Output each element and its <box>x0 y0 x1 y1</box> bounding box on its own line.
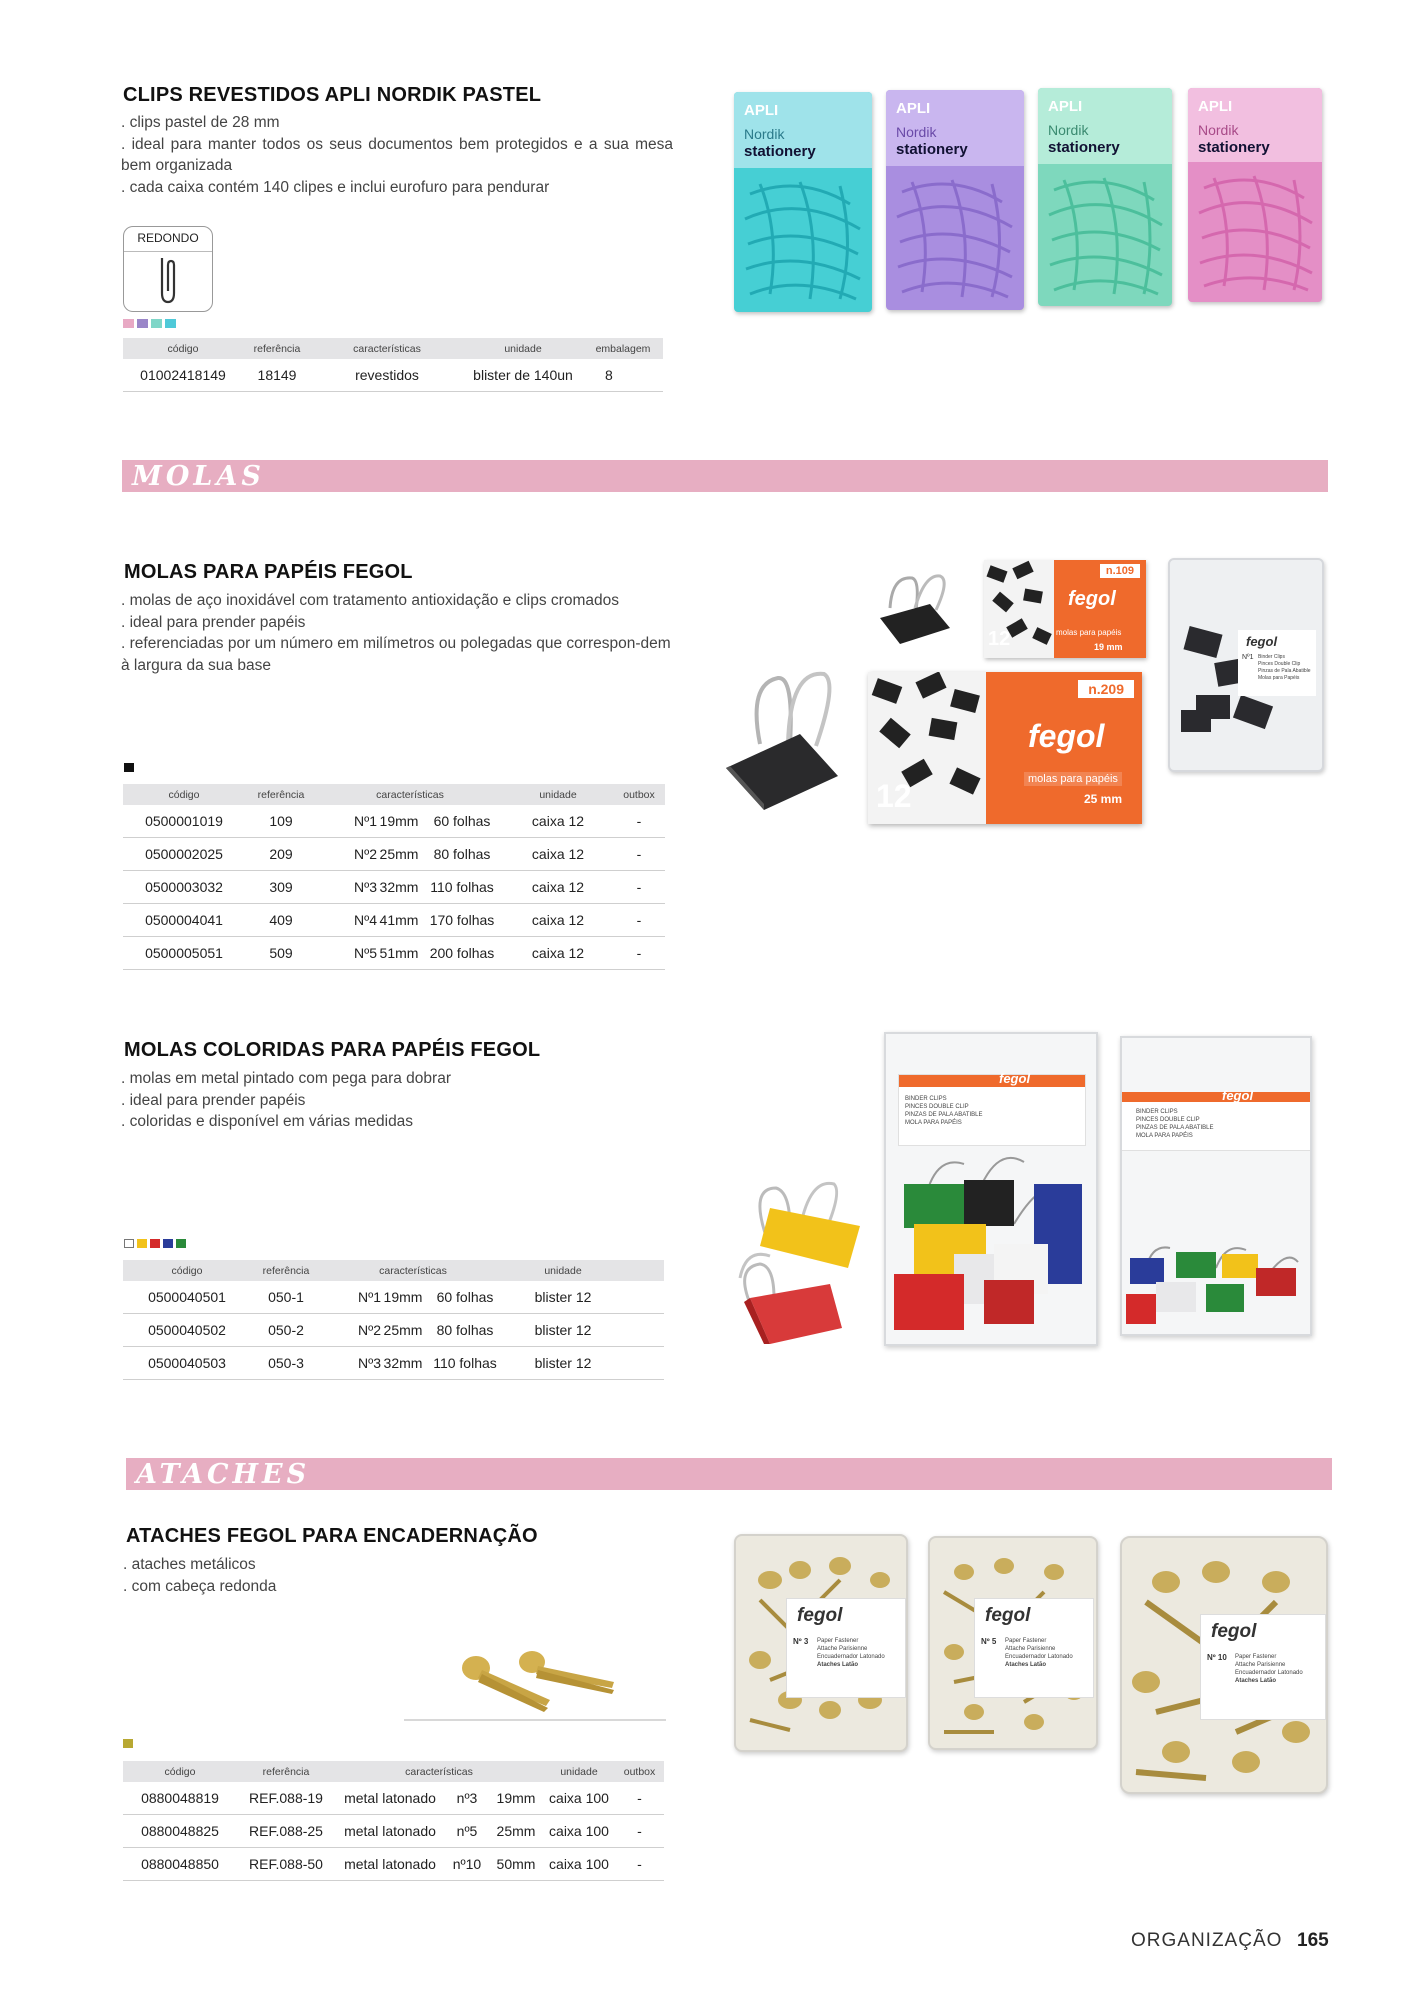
description-line: . com cabeça redonda <box>123 1577 277 1595</box>
cell: - <box>615 1782 664 1815</box>
banner-title: ATACHES <box>136 1459 311 1490</box>
paperclips-pile-icon <box>1044 170 1166 298</box>
header-cell: unidade <box>543 1761 615 1782</box>
swatch-red <box>150 1239 160 1248</box>
swatch-pink <box>123 319 134 328</box>
binder-clip-icon <box>870 568 960 648</box>
description-line: . ataches metálicos <box>123 1556 256 1573</box>
cell: 050-1 <box>251 1281 321 1314</box>
cell: - <box>613 838 665 871</box>
pack-line: stationery <box>896 141 968 158</box>
cell: 0500003032 <box>123 871 245 904</box>
label-line: Ataches Latão <box>817 1662 859 1668</box>
cell: 60 folhas <box>421 805 503 838</box>
apli-pack <box>1038 88 1172 306</box>
label-line: Pinzas de Pala Abatible <box>1258 668 1311 674</box>
cell: caixa 12 <box>503 937 613 970</box>
cell: metal latonado <box>335 1848 445 1881</box>
header-cell: características <box>317 784 503 805</box>
cell: - <box>615 1815 664 1848</box>
paperclips-pile-icon <box>740 174 866 304</box>
cell: - <box>613 805 665 838</box>
label-line: Paper Fastener <box>1235 1654 1277 1660</box>
coloured-binder-clips-icon <box>730 1168 870 1348</box>
description-line: . coloridas e disponível em várias medidas <box>121 1113 414 1130</box>
label-line: Attache Parisienne <box>1005 1646 1056 1652</box>
pack-line: stationery <box>744 143 816 160</box>
pack-count: 12 <box>876 778 912 814</box>
cell: caixa 12 <box>503 871 613 904</box>
description-line: . ideal para prender papéis <box>121 613 306 631</box>
box-label-lines <box>1005 1637 1073 1669</box>
box-label-lines <box>817 1637 885 1669</box>
brand-logo: fegol <box>1246 634 1278 649</box>
apli-pack <box>886 90 1024 310</box>
fegol-fastener-box <box>734 1534 908 1752</box>
table-header <box>123 784 665 805</box>
label-line: Paper Fastener <box>817 1638 859 1644</box>
swatch-brass <box>123 1739 133 1748</box>
swatch-cyan <box>165 319 176 328</box>
paperclip-icon <box>153 255 183 307</box>
cell <box>621 1347 664 1380</box>
cell: caixa 12 <box>503 805 613 838</box>
table-row <box>123 1782 664 1815</box>
header-cell: referência <box>237 1761 335 1782</box>
cell: 50mm <box>489 1848 543 1881</box>
cell: Nº3 <box>317 871 377 904</box>
fegol-clear-box <box>1168 558 1324 772</box>
header-cell: características <box>335 1761 543 1782</box>
product-description <box>121 1068 673 1133</box>
cell: 0500040501 <box>123 1281 251 1314</box>
cell: metal latonado <box>335 1815 445 1848</box>
swatch-purple <box>137 319 148 328</box>
apli-pack <box>734 92 872 312</box>
cell: 110 folhas <box>425 1347 505 1380</box>
cell: Nº2 <box>321 1314 381 1347</box>
banner-title: MOLAS <box>132 461 265 492</box>
pack-line: Nordik <box>744 126 785 142</box>
box-label: molas para papéis <box>1056 628 1122 637</box>
brand-label: APLI <box>896 100 931 117</box>
cell: 200 folhas <box>421 937 503 970</box>
cell: 109 <box>245 805 317 838</box>
product-description <box>121 112 673 198</box>
fegol-fastener-box <box>1120 1536 1328 1794</box>
label-line: Encuadernador Latonado <box>1005 1654 1073 1660</box>
header-cell: unidade <box>503 784 613 805</box>
label-line: Encuadernador Latonado <box>817 1654 885 1660</box>
label-line: BINDER CLIPS <box>905 1096 947 1102</box>
cell: 0880048850 <box>123 1848 237 1881</box>
label-line: Attache Parisienne <box>1235 1662 1286 1668</box>
pack-line: stationery <box>1198 139 1270 156</box>
cell: 209 <box>245 838 317 871</box>
header-cell: unidade <box>463 338 583 359</box>
cell: 19mm <box>377 805 421 838</box>
clip-shape-badge <box>123 226 213 312</box>
table-header <box>123 338 663 359</box>
description-line: . molas de aço inoxidável com tratamento antioxidação e clips cromados <box>121 592 619 609</box>
cell: 309 <box>245 871 317 904</box>
swatch-mint <box>151 319 162 328</box>
cell: 170 folhas <box>421 904 503 937</box>
pack-line: stationery <box>1048 139 1120 156</box>
cell: 0880048825 <box>123 1815 237 1848</box>
paperclips-pile-icon <box>892 172 1018 302</box>
product-description <box>123 1554 675 1597</box>
brand-logo: fegol <box>1028 718 1105 754</box>
description-line: . clips pastel de 28 mm <box>121 114 280 131</box>
section-banner-molas <box>122 460 1328 492</box>
header-cell: código <box>123 338 243 359</box>
pack-line: Nordik <box>896 124 937 140</box>
header-cell: código <box>123 1761 237 1782</box>
swatch-yellow <box>137 1239 147 1248</box>
cell: caixa 100 <box>543 1815 615 1848</box>
cell: blister 12 <box>505 1314 621 1347</box>
cell: caixa 100 <box>543 1782 615 1815</box>
cell: Nº5 <box>317 937 377 970</box>
product-photo-fegol-fasteners <box>730 1528 1334 1798</box>
swatch-green <box>176 1239 186 1248</box>
product-photo-coloured-binder-clips <box>730 1032 1330 1352</box>
cell <box>621 1314 664 1347</box>
table-row <box>123 937 665 970</box>
cell: 51mm <box>377 937 421 970</box>
label-line: Attache Parisienne <box>817 1646 868 1652</box>
badge-divider <box>124 251 212 252</box>
description-line: . ideal para manter todos os seus documentos bem protegidos e a sua mesa bem organizada <box>121 135 673 174</box>
cell: REF.088-50 <box>237 1848 335 1881</box>
apli-pack <box>1188 88 1322 302</box>
cell: 19mm <box>381 1281 425 1314</box>
table-row <box>123 1347 664 1380</box>
product-photo-apli-packs <box>730 88 1330 314</box>
cell: Nº2 <box>317 838 377 871</box>
fegol-fastener-box <box>928 1536 1098 1750</box>
brass-fasteners-icon <box>400 1648 666 1724</box>
cell: 0500040502 <box>123 1314 251 1347</box>
shape-label: REDONDO <box>137 231 199 245</box>
cell: - <box>613 904 665 937</box>
fegol-blister-pack <box>884 1032 1098 1346</box>
header-cell: outbox <box>613 784 665 805</box>
cell: REF.088-25 <box>237 1815 335 1848</box>
cell: 80 folhas <box>421 838 503 871</box>
cell: caixa 12 <box>503 838 613 871</box>
spec-table <box>123 1260 664 1380</box>
spec-table <box>123 1761 664 1881</box>
brand-label: APLI <box>744 102 779 119</box>
cell: blister 12 <box>505 1281 621 1314</box>
cell: Nº3 <box>321 1347 381 1380</box>
brand-logo: fegol <box>1211 1621 1257 1642</box>
table-row <box>123 805 665 838</box>
table-header <box>123 1260 664 1281</box>
cell: 25mm <box>377 838 421 871</box>
cell: 25mm <box>381 1314 425 1347</box>
header-cell: embalagem <box>583 338 663 359</box>
swatch-white <box>124 1239 134 1248</box>
blister-label-lines <box>905 1095 982 1127</box>
description-line: . molas em metal pintado com pega para dobrar <box>121 1070 451 1087</box>
box-number: Nº 3 <box>793 1637 809 1646</box>
label-line: MOLA PARA PAPÉIS <box>1136 1133 1193 1139</box>
cell: Nº4 <box>317 904 377 937</box>
header-cell: outbox <box>615 1761 664 1782</box>
label-line: PINCES DOUBLE CLIP <box>905 1104 969 1110</box>
cell: 409 <box>245 904 317 937</box>
brand-logo: fegol <box>797 1605 843 1626</box>
brand-logo: fegol <box>1068 588 1116 610</box>
label-line: Molas para Papéis <box>1258 675 1300 681</box>
cell: - <box>613 871 665 904</box>
header-cell: referência <box>243 338 311 359</box>
product-title: ATACHES FEGOL PARA ENCADERNAÇÃO <box>126 1525 538 1547</box>
description-line: . referenciadas por um número em milímetros ou polegadas que correspon-dem à largura da sua base <box>121 635 671 674</box>
page-number: 165 <box>1297 1930 1329 1951</box>
cell: nº5 <box>445 1815 489 1848</box>
cell: 0500002025 <box>123 838 245 871</box>
swatch-blue <box>163 1239 173 1248</box>
section-banner-ataches <box>126 1458 1332 1490</box>
spec-table <box>123 338 663 392</box>
box-number: Nº 10 <box>1207 1653 1227 1662</box>
label-line: Binder Clips <box>1258 654 1285 660</box>
cell: blister 12 <box>505 1347 621 1380</box>
brand-logo: fegol <box>985 1605 1031 1626</box>
box-label-card <box>1200 1614 1326 1720</box>
brand-logo: fegol <box>1222 1088 1254 1103</box>
label-line: Paper Fastener <box>1005 1638 1047 1644</box>
table-row <box>123 359 663 392</box>
cell: 18149 <box>243 359 311 392</box>
cell: - <box>615 1848 664 1881</box>
label-line: PINZAS DE PALA ABATIBLE <box>1136 1125 1214 1131</box>
cell: 0500004041 <box>123 904 245 937</box>
table-row <box>123 1281 664 1314</box>
table-row <box>123 904 665 937</box>
cell: revestidos <box>311 359 463 392</box>
label-line: BINDER CLIPS <box>1136 1109 1178 1115</box>
cell: 01002418149 <box>123 359 243 392</box>
product-photo-fegol-binder-clips <box>720 554 1332 844</box>
cell: Nº1 <box>321 1281 381 1314</box>
coloured-binder-clips-pile-icon <box>1126 1238 1306 1330</box>
description-line: . cada caixa contém 140 clipes e inclui eurofuro para pendurar <box>121 178 550 196</box>
cell: blister de 140un <box>463 359 583 392</box>
label-line: Encuadernador Latonado <box>1235 1670 1303 1676</box>
table-row <box>123 1314 664 1347</box>
header-cell: características <box>311 338 463 359</box>
fegol-box-big <box>868 672 1142 824</box>
cell: 32mm <box>381 1347 425 1380</box>
table-row <box>123 838 665 871</box>
cell: caixa 100 <box>543 1848 615 1881</box>
box-number: Nº 5 <box>981 1637 997 1646</box>
label-line: Pinces Double Clip <box>1258 661 1301 667</box>
cell: 110 folhas <box>421 871 503 904</box>
cell: metal latonado <box>335 1782 445 1815</box>
box-number: n.209 <box>1078 680 1134 698</box>
header-cell: referência <box>245 784 317 805</box>
brand-label: APLI <box>1198 98 1233 115</box>
box-number: n.109 <box>1100 564 1140 578</box>
cell: 509 <box>245 937 317 970</box>
table-row <box>123 871 665 904</box>
product-title: MOLAS COLORIDAS PARA PAPÉIS FEGOL <box>124 1039 541 1061</box>
cell: 050-2 <box>251 1314 321 1347</box>
brand-logo: fegol <box>999 1071 1031 1086</box>
table-header <box>123 1761 664 1782</box>
box-label-lines <box>1235 1653 1303 1685</box>
cell: 41mm <box>377 904 421 937</box>
box-number: Nº1 <box>1242 654 1254 661</box>
cell: 0500040503 <box>123 1347 251 1380</box>
coloured-binder-clips-pile-icon <box>894 1144 1088 1334</box>
pack-line: Nordik <box>1198 122 1239 138</box>
label-line: PINZAS DE PALA ABATIBLE <box>905 1112 983 1118</box>
header-cell: unidade <box>505 1260 621 1281</box>
header-cell <box>621 1260 664 1281</box>
box-label-card <box>974 1598 1094 1698</box>
blister-label-lines <box>1136 1108 1213 1140</box>
paperclips-pile-icon <box>1194 168 1316 294</box>
cell: 80 folhas <box>425 1314 505 1347</box>
header-cell: características <box>321 1260 505 1281</box>
table-row <box>123 1848 664 1881</box>
cell: 8 <box>583 359 663 392</box>
cell: - <box>613 937 665 970</box>
fegol-box-small <box>984 560 1146 658</box>
binder-clip-icon <box>720 664 850 814</box>
product-title: MOLAS PARA PAPÉIS FEGOL <box>124 561 413 583</box>
box-label-card <box>786 1598 906 1698</box>
header-cell: código <box>123 1260 251 1281</box>
product-description <box>121 590 673 676</box>
cell: caixa 12 <box>503 904 613 937</box>
cell: 60 folhas <box>425 1281 505 1314</box>
pack-line: Nordik <box>1048 122 1089 138</box>
cell: 32mm <box>377 871 421 904</box>
footer-section-name: ORGANIZAÇÃO <box>1131 1930 1283 1951</box>
cell: REF.088-19 <box>237 1782 335 1815</box>
fegol-blister-pack <box>1120 1036 1312 1336</box>
product-title: CLIPS REVESTIDOS APLI NORDIK PASTEL <box>123 84 542 106</box>
pack-count: 12 <box>988 628 1011 650</box>
cell: Nº1 <box>317 805 377 838</box>
cell: 19mm <box>489 1782 543 1815</box>
cell: 0500005051 <box>123 937 245 970</box>
brand-label: APLI <box>1048 98 1083 115</box>
swatch-black <box>124 763 134 772</box>
cell: 0500001019 <box>123 805 245 838</box>
cell: 050-3 <box>251 1347 321 1380</box>
box-size: 19 mm <box>1094 642 1123 652</box>
label-line: Ataches Latão <box>1235 1678 1277 1684</box>
table-row <box>123 1815 664 1848</box>
description-line: . ideal para prender papéis <box>121 1091 306 1109</box>
box-label-lines <box>1258 654 1311 682</box>
cell <box>621 1281 664 1314</box>
label-line: MOLA PARA PAPÉIS <box>905 1120 962 1126</box>
cell: 25mm <box>489 1815 543 1848</box>
spec-table <box>123 784 665 970</box>
label-line: Ataches Latão <box>1005 1662 1047 1668</box>
cell: nº3 <box>445 1782 489 1815</box>
header-cell: referência <box>251 1260 321 1281</box>
cell: 0880048819 <box>123 1782 237 1815</box>
box-label: molas para papéis <box>1024 772 1122 786</box>
label-line: PINCES DOUBLE CLIP <box>1136 1117 1200 1123</box>
box-label-card <box>1238 630 1316 696</box>
header-cell: código <box>123 784 245 805</box>
box-size: 25 mm <box>1084 792 1123 806</box>
cell: nº10 <box>445 1848 489 1881</box>
